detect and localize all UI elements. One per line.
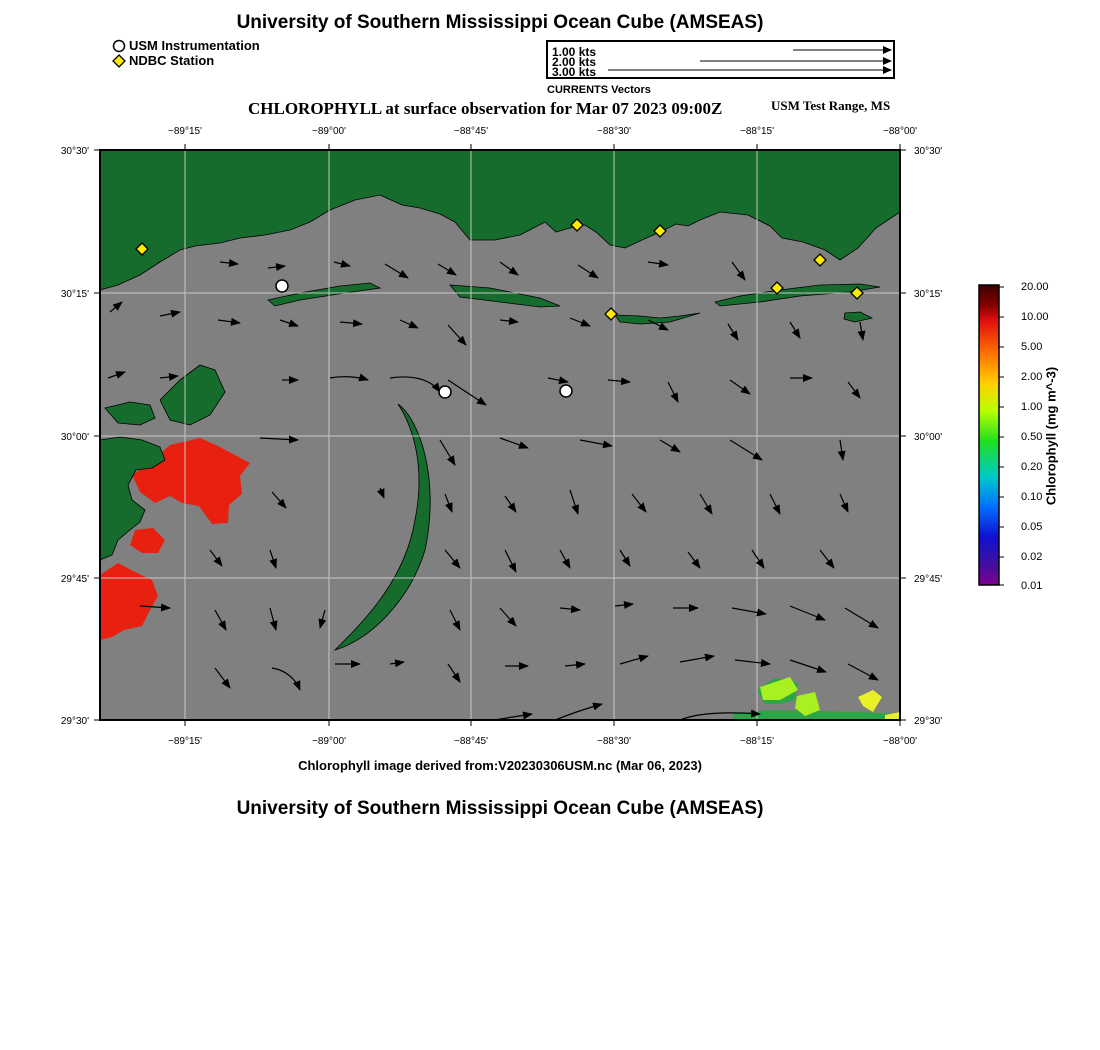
lon-tick-label: −88°30' (597, 126, 631, 137)
map-title: CHLOROPHYLL at surface observation for Mar 07 2023 09:00Z (248, 99, 723, 118)
colorbar-tick: 0.02 (1021, 551, 1043, 563)
lon-tick-label: −88°15' (740, 126, 774, 137)
colorbar-label: Chlorophyll (mg m^-3) (1043, 366, 1059, 506)
lon-labels-top (168, 126, 917, 137)
lat-labels-right (914, 146, 942, 727)
lon-tick-label: −88°45' (454, 736, 488, 747)
usm-station-icon[interactable] (276, 280, 288, 292)
data-source: Chlorophyll image derived from:V20230306USM.nc (Mar 06, 2023) (298, 758, 702, 773)
colorbar-tick: 0.20 (1021, 461, 1043, 473)
legend-ndbc-label: NDBC Station (129, 53, 215, 68)
lat-tick-label: 29°45' (60, 574, 89, 585)
vector-scale-1: 1.00 kts (552, 45, 597, 59)
page-title: University of Southern Mississippi Ocean Cube (AMSEAS) (236, 12, 764, 33)
lon-tick-label: −89°00' (312, 126, 346, 137)
lat-tick-label: 30°30' (60, 146, 89, 157)
lon-tick-label: −88°30' (597, 736, 631, 747)
lon-tick-label: −88°00' (883, 126, 917, 137)
colorbar-tick: 20.00 (1021, 281, 1049, 293)
vector-scale-3: 3.00 kts (552, 65, 597, 79)
vector-caption: CURRENTS Vectors (547, 84, 651, 96)
footer-title: University of Southern Mississippi Ocean Cube (AMSEAS) (236, 798, 764, 819)
usm-station-icon[interactable] (560, 385, 572, 397)
lon-tick-label: −88°00' (883, 736, 917, 747)
lat-tick-label: 30°00' (914, 432, 943, 443)
usm-station-icon[interactable] (439, 386, 451, 398)
lon-labels-bottom (168, 736, 917, 747)
colorbar-tick: 10.00 (1021, 311, 1049, 323)
colorbar-tick: 1.00 (1021, 401, 1043, 413)
colorbar-tick: 0.50 (1021, 431, 1043, 443)
colorbar-tick: 0.10 (1021, 491, 1043, 503)
region-label: USM Test Range, MS (771, 98, 891, 113)
lat-tick-label: 30°15' (60, 289, 89, 300)
lon-tick-label: −89°15' (168, 736, 202, 747)
lon-tick-label: −89°15' (168, 126, 202, 137)
lon-tick-label: −88°15' (740, 736, 774, 747)
lon-tick-label: −88°45' (454, 126, 488, 137)
lon-tick-label: −89°00' (312, 736, 346, 747)
lat-tick-label: 30°15' (914, 289, 943, 300)
colorbar-tick: 0.05 (1021, 521, 1043, 533)
colorbar-gradient (979, 285, 999, 585)
vector-scale-2: 2.00 kts (552, 55, 597, 69)
colorbar-tick: 0.01 (1021, 580, 1043, 592)
colorbar (978, 284, 1020, 588)
lat-tick-label: 29°30' (60, 716, 89, 727)
lat-tick-label: 30°00' (60, 432, 89, 443)
colorbar-tick: 5.00 (1021, 341, 1043, 353)
lat-tick-label: 29°45' (914, 574, 943, 585)
lat-tick-label: 30°30' (914, 146, 943, 157)
lat-labels-left (61, 146, 89, 727)
colorbar-tick: 2.00 (1021, 371, 1043, 383)
lat-tick-label: 29°30' (914, 716, 943, 727)
legend-usm-label: USM Instrumentation (129, 38, 260, 53)
